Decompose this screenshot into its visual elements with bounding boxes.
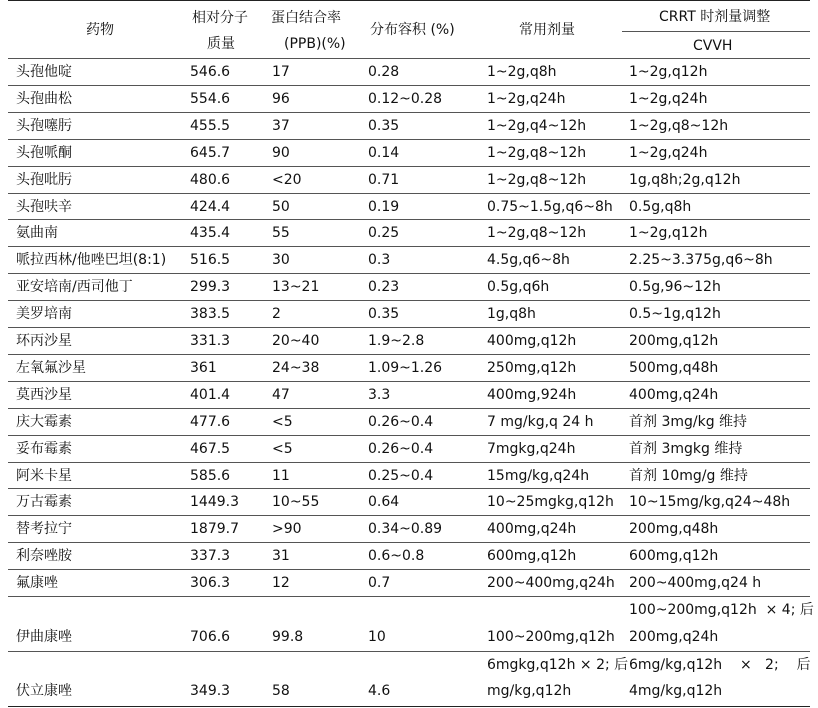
cvvh-dose: 2.25~3.375g,q6~8h: [629, 252, 773, 268]
row-rule: [8, 596, 810, 597]
row-rule: [8, 381, 810, 382]
molecular-weight: 349.3: [190, 683, 231, 699]
row-rule: [8, 193, 810, 194]
header-bottom-rule: [8, 58, 810, 59]
protein-binding: 24~38: [272, 360, 320, 376]
cvvh-dose: 200mg,q12h: [629, 333, 719, 349]
molecular-weight: 467.5: [190, 441, 231, 457]
molecular-weight: 337.3: [190, 548, 231, 564]
molecular-weight: 424.4: [190, 199, 231, 215]
cvvh-dose-line2: 200mg,q24h: [629, 629, 719, 645]
molecular-weight: 516.5: [190, 252, 231, 268]
volume-of-distribution: 0.6~0.8: [368, 548, 425, 564]
protein-binding: <5: [272, 414, 293, 430]
cvvh-dose: 1~2g,q24h: [629, 91, 708, 107]
drug-name: 哌拉西林/他唑巴坦(8:1): [16, 252, 167, 268]
protein-binding: 37: [272, 118, 290, 134]
usual-dose: 7mgkg,q24h: [487, 441, 576, 457]
cvvh-dose: 500mg,q48h: [629, 360, 719, 376]
volume-of-distribution: 0.26~0.4: [368, 414, 434, 430]
drug-name: 伏立康唑: [16, 683, 72, 699]
protein-binding: 90: [272, 145, 290, 161]
protein-binding: 12: [272, 575, 290, 591]
cvvh-dose: 1g,q8h;2g,q12h: [629, 172, 741, 188]
usual-dose: 400mg,924h: [487, 387, 577, 403]
protein-binding: 31: [272, 548, 290, 564]
drug-name: 头孢曲松: [16, 91, 72, 107]
molecular-weight: 645.7: [190, 145, 231, 161]
usual-dose: 15mg/kg,q24h: [487, 468, 590, 484]
header-crrt-rule: [622, 31, 810, 32]
molecular-weight: 361: [190, 360, 217, 376]
usual-dose: 100~200mg,q12h: [487, 629, 615, 645]
row-rule: [8, 166, 810, 167]
molecular-weight: 435.4: [190, 225, 231, 241]
drug-name: 万古霉素: [16, 494, 72, 510]
header-dose: 常用剂量: [519, 22, 575, 38]
molecular-weight: 299.3: [190, 279, 231, 295]
drug-name: 美罗培南: [16, 306, 72, 322]
volume-of-distribution: 4.6: [368, 683, 391, 699]
drug-name: 头孢呋辛: [16, 199, 72, 215]
drug-name: 妥布霉素: [16, 441, 72, 457]
protein-binding: 55: [272, 225, 290, 241]
molecular-weight: 554.6: [190, 91, 231, 107]
row-rule: [8, 651, 810, 652]
protein-binding: 11: [272, 468, 290, 484]
table-top-rule: [8, 0, 810, 1]
row-rule: [8, 354, 810, 355]
drug-name: 氟康唑: [16, 575, 58, 591]
cvvh-dose: 200~400mg,q24 h: [629, 575, 762, 591]
molecular-weight: 455.5: [190, 118, 231, 134]
header-mw-line2: 质量: [207, 36, 235, 52]
volume-of-distribution: 1.09~1.26: [368, 360, 443, 376]
volume-of-distribution: 0.35: [368, 118, 400, 134]
row-rule: [8, 462, 810, 463]
cvvh-dose: 首剂 10mg/g 维持: [629, 468, 748, 484]
cvvh-dose: 0.5g,96~12h: [629, 279, 721, 295]
protein-binding: 47: [272, 387, 290, 403]
drug-name: 环丙沙星: [16, 333, 72, 349]
drug-name: 亚安培南/西司他丁: [16, 279, 133, 295]
usual-dose-line2: mg/kg,q12h: [487, 683, 572, 699]
row-rule: [8, 246, 810, 247]
drug-name: 阿米卡星: [16, 468, 72, 484]
cvvh-dose-line1: 100~200mg,q12h × 4; 后: [629, 602, 814, 618]
protein-binding: 17: [272, 64, 290, 80]
volume-of-distribution: 0.19: [368, 199, 400, 215]
volume-of-distribution: 3.3: [368, 387, 391, 403]
usual-dose: 1~2g,q24h: [487, 91, 566, 107]
usual-dose: 0.5g,q6h: [487, 279, 550, 295]
cvvh-dose: 400mg,q24h: [629, 387, 719, 403]
drug-name: 庆大霉素: [16, 414, 72, 430]
cvvh-dose: 0.5g,q8h: [629, 199, 692, 215]
row-rule: [8, 327, 810, 328]
cvvh-dose-line1: 6mg/kg,q12h × 2; 后: [629, 657, 811, 673]
molecular-weight: 706.6: [190, 629, 231, 645]
header-ppb-line2: (PPB)(%): [284, 36, 346, 52]
drug-name: 头孢他啶: [16, 64, 72, 80]
row-rule: [8, 273, 810, 274]
protein-binding: 96: [272, 91, 290, 107]
molecular-weight: 401.4: [190, 387, 231, 403]
usual-dose: 0.75~1.5g,q6~8h: [487, 199, 613, 215]
row-rule: [8, 112, 810, 113]
molecular-weight: 480.6: [190, 172, 231, 188]
header-drug: 药物: [86, 22, 114, 38]
volume-of-distribution: 0.28: [368, 64, 400, 80]
usual-dose: 10~25mgkg,q12h: [487, 494, 614, 510]
protein-binding: 2: [272, 306, 281, 322]
protein-binding: 99.8: [272, 629, 304, 645]
volume-of-distribution: 0.3: [368, 252, 391, 268]
drug-name: 氨曲南: [16, 225, 58, 241]
volume-of-distribution: 0.7: [368, 575, 391, 591]
usual-dose: 600mg,q12h: [487, 548, 577, 564]
drug-name: 头孢哌酮: [16, 145, 72, 161]
row-rule: [8, 435, 810, 436]
cvvh-dose: 1~2g,q8~12h: [629, 118, 729, 134]
usual-dose: 400mg,q24h: [487, 521, 577, 537]
molecular-weight: 477.6: [190, 414, 231, 430]
volume-of-distribution: 0.12~0.28: [368, 91, 443, 107]
row-rule: [8, 85, 810, 86]
row-rule: [8, 569, 810, 570]
row-rule: [8, 542, 810, 543]
molecular-weight: 1449.3: [190, 494, 239, 510]
header-mw-line1: 相对分子: [192, 10, 248, 26]
volume-of-distribution: 10: [368, 629, 386, 645]
header-ppb-line1: 蛋白结合率: [271, 10, 341, 26]
molecular-weight: 331.3: [190, 333, 231, 349]
cvvh-dose: 0.5~1g,q12h: [629, 306, 721, 322]
drug-name: 左氧氟沙星: [16, 360, 86, 376]
usual-dose: 1~2g,q8~12h: [487, 145, 587, 161]
protein-binding: 50: [272, 199, 290, 215]
usual-dose: 200~400mg,q24h: [487, 575, 615, 591]
row-rule: [8, 219, 810, 220]
header-cvvh: CVVH: [693, 38, 733, 54]
drug-name: 头孢噻肟: [16, 118, 72, 134]
usual-dose: 1g,q8h: [487, 306, 536, 322]
usual-dose: 7 mg/kg,q 24 h: [487, 414, 594, 430]
cvvh-dose: 200mg,q48h: [629, 521, 719, 537]
molecular-weight: 383.5: [190, 306, 231, 322]
drug-name: 头孢吡肟: [16, 172, 72, 188]
volume-of-distribution: 1.9~2.8: [368, 333, 425, 349]
protein-binding: >90: [272, 521, 302, 537]
protein-binding: 20~40: [272, 333, 320, 349]
usual-dose: 400mg,q12h: [487, 333, 577, 349]
volume-of-distribution: 0.14: [368, 145, 400, 161]
usual-dose: 4.5g,q6~8h: [487, 252, 570, 268]
protein-binding: <20: [272, 172, 302, 188]
header-crrt: CRRT 时剂量调整: [659, 9, 771, 25]
volume-of-distribution: 0.23: [368, 279, 400, 295]
protein-binding: <5: [272, 441, 293, 457]
usual-dose: 1~2g,q8~12h: [487, 172, 587, 188]
molecular-weight: 1879.7: [190, 521, 239, 537]
row-rule: [8, 515, 810, 516]
molecular-weight: 546.6: [190, 64, 231, 80]
cvvh-dose: 1~2g,q12h: [629, 225, 708, 241]
volume-of-distribution: 0.34~0.89: [368, 521, 443, 537]
protein-binding: 58: [272, 683, 290, 699]
cvvh-dose: 首剂 3mg/kg 维持: [629, 414, 748, 430]
cvvh-dose: 1~2g,q12h: [629, 64, 708, 80]
volume-of-distribution: 0.25: [368, 225, 400, 241]
cvvh-dose: 首剂 3mgkg 维持: [629, 441, 743, 457]
protein-binding: 10~55: [272, 494, 320, 510]
drug-name: 利奈唑胺: [16, 548, 72, 564]
table-bottom-rule: [8, 706, 810, 707]
usual-dose: 1~2g,q8h: [487, 64, 557, 80]
cvvh-dose: 1~2g,q24h: [629, 145, 708, 161]
protein-binding: 13~21: [272, 279, 320, 295]
cvvh-dose-line2: 4mg/kg,q12h: [629, 683, 723, 699]
usual-dose: 250mg,q12h: [487, 360, 577, 376]
cvvh-dose: 600mg,q12h: [629, 548, 719, 564]
row-rule: [8, 408, 810, 409]
volume-of-distribution: 0.25~0.4: [368, 468, 434, 484]
molecular-weight: 585.6: [190, 468, 231, 484]
usual-dose-line1: 6mgkg,q12h × 2; 后: [487, 657, 629, 673]
row-rule: [8, 300, 810, 301]
header-vd: 分布容积 (%): [370, 22, 455, 38]
cvvh-dose: 10~15mg/kg,q24~48h: [629, 494, 791, 510]
volume-of-distribution: 0.64: [368, 494, 400, 510]
drug-name: 替考拉宁: [16, 521, 72, 537]
usual-dose: 1~2g,q8~12h: [487, 225, 587, 241]
molecular-weight: 306.3: [190, 575, 231, 591]
volume-of-distribution: 0.26~0.4: [368, 441, 434, 457]
drug-name: 伊曲康唑: [16, 629, 72, 645]
volume-of-distribution: 0.71: [368, 172, 400, 188]
row-rule: [8, 488, 810, 489]
protein-binding: 30: [272, 252, 290, 268]
drug-name: 莫西沙星: [16, 387, 72, 403]
row-rule: [8, 139, 810, 140]
usual-dose: 1~2g,q4~12h: [487, 118, 587, 134]
volume-of-distribution: 0.35: [368, 306, 400, 322]
